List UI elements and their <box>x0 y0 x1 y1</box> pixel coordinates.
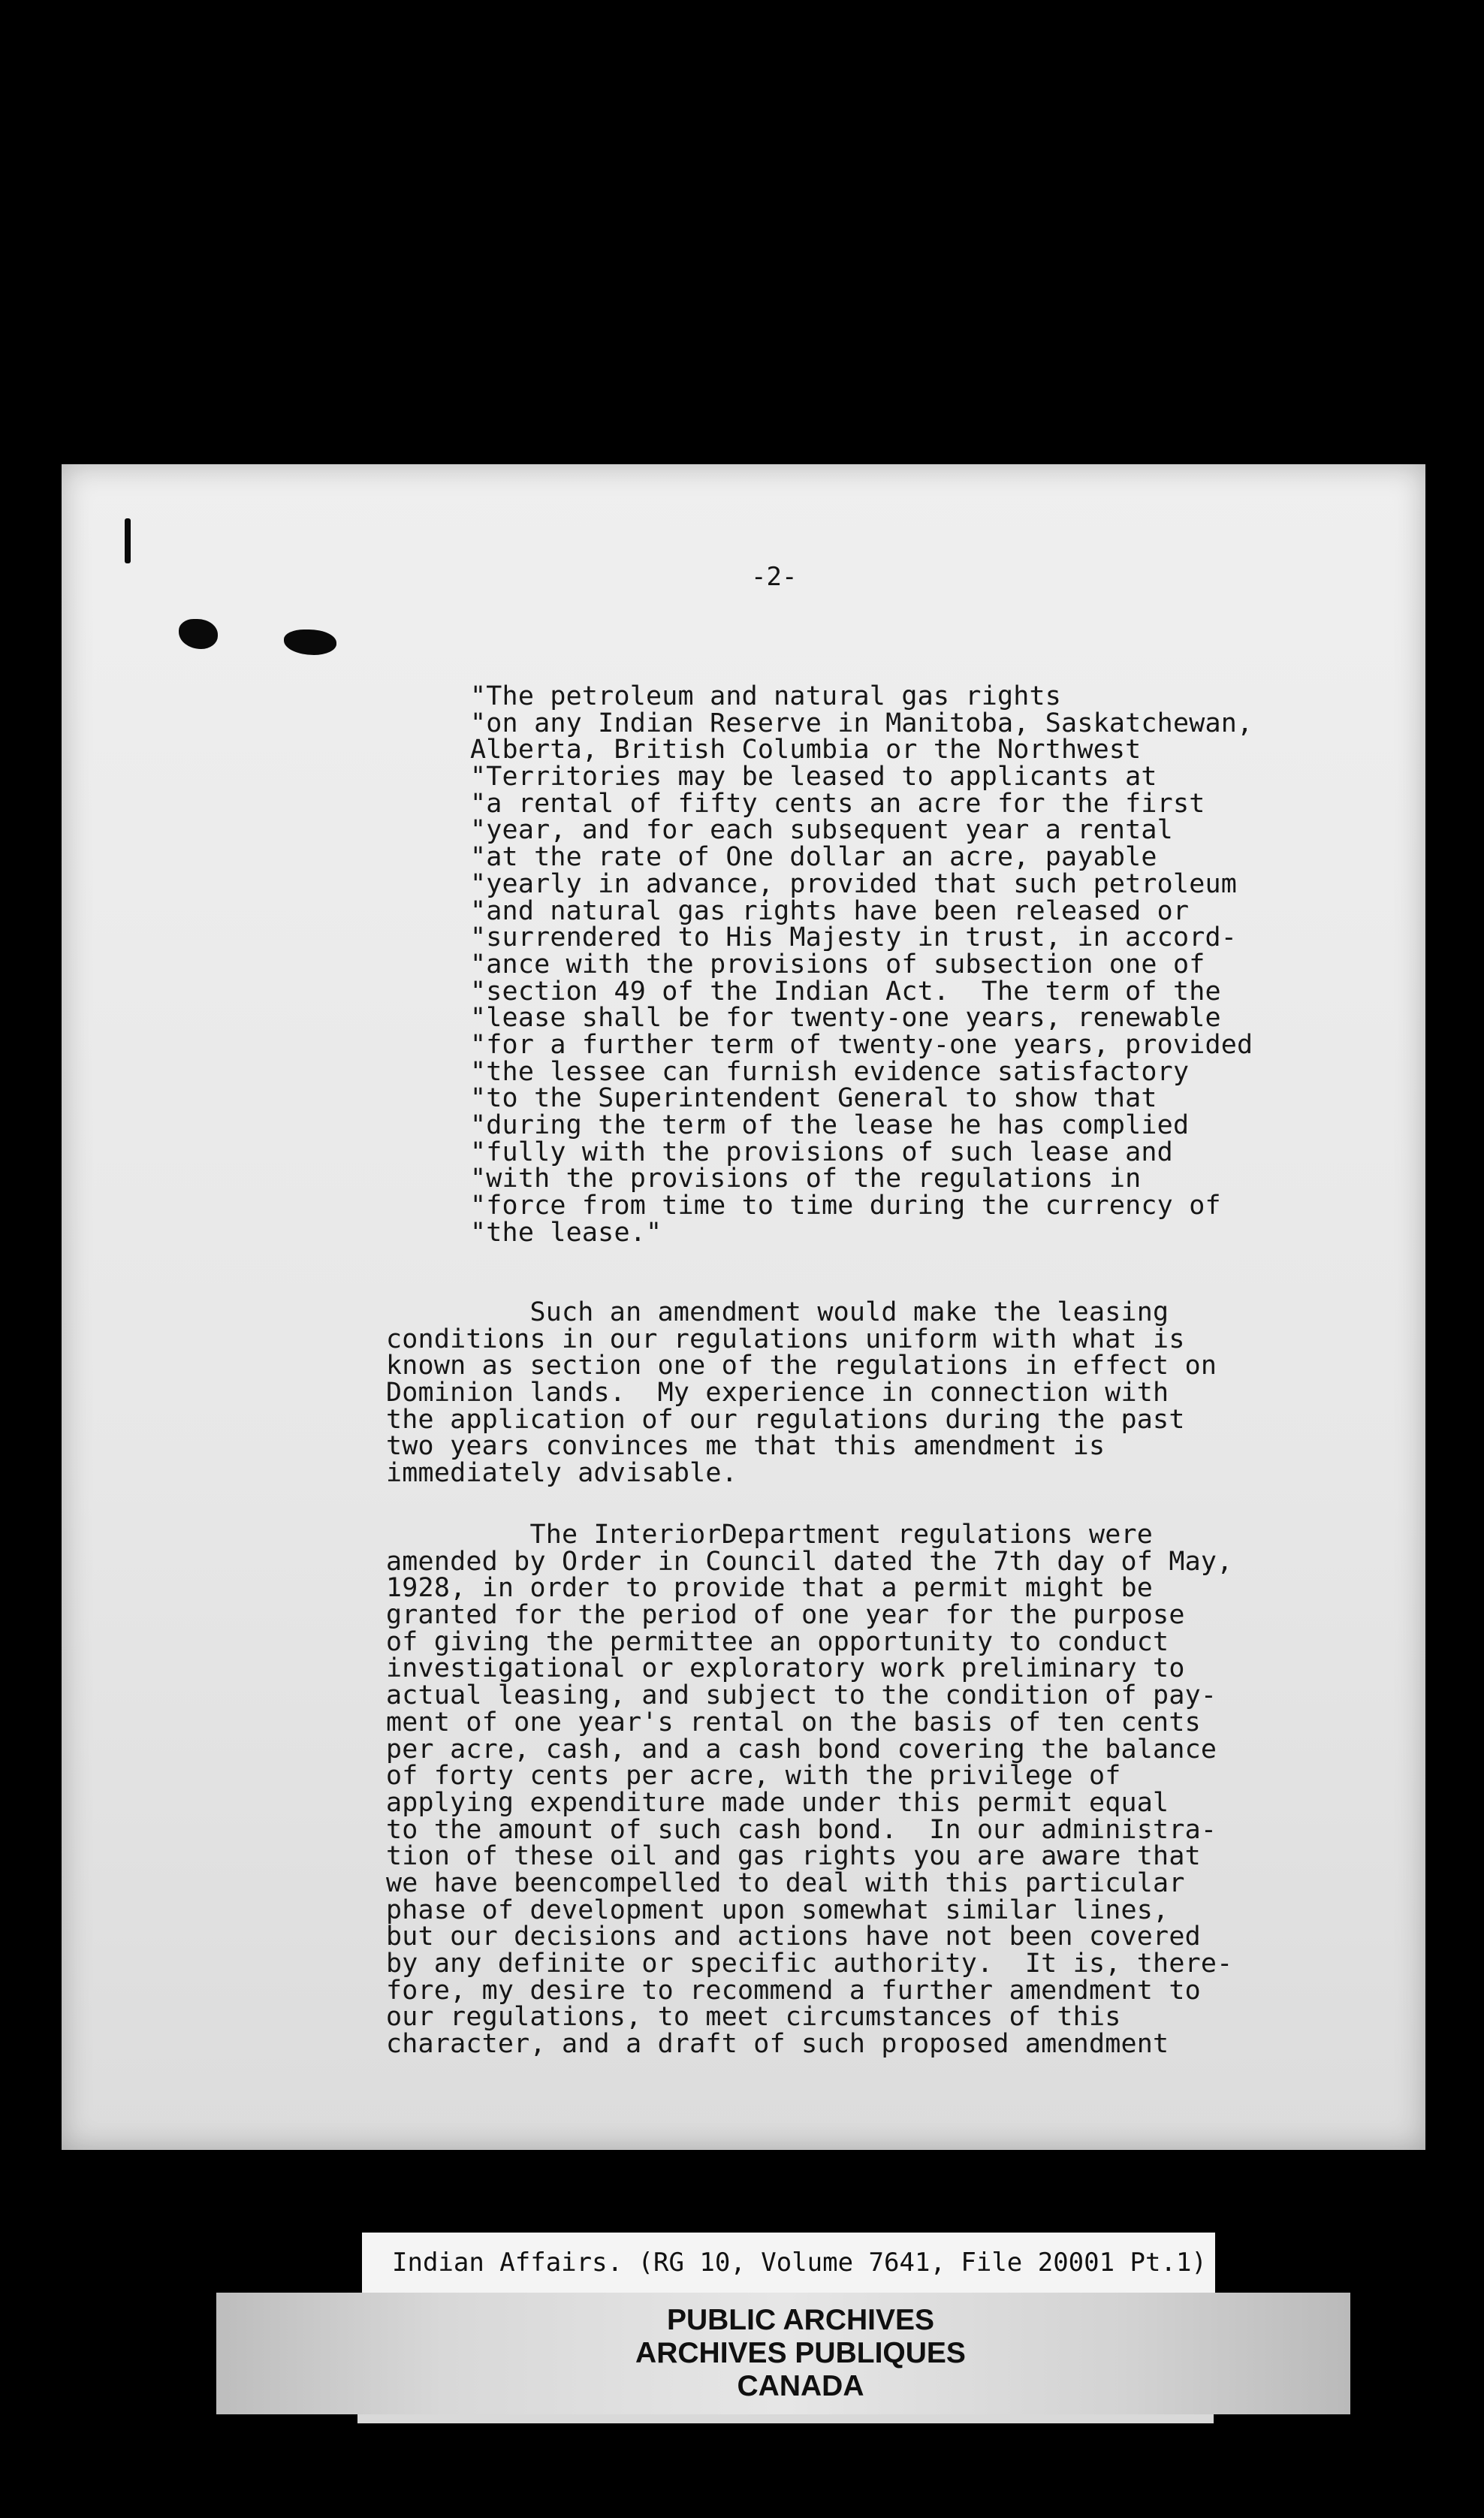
text-line: Alberta, British Columbia or the Northwest <box>470 735 1142 765</box>
archive-stamp-strip <box>216 2293 1350 2414</box>
stamp-line: ARCHIVES PUBLIQUES <box>635 2337 966 2369</box>
ink-mark <box>125 518 131 563</box>
text-line: phase of development upon somewhat similar lines, <box>386 1895 1169 1925</box>
text-line: "with the provisions of the regulations in <box>470 1164 1142 1194</box>
stamp-line: CANADA <box>737 2370 864 2402</box>
archive-stamp <box>560 2293 1041 2414</box>
text-line: character, and a draft of such proposed amendment <box>386 2029 1169 2060</box>
text-line: applying expenditure made under this permit equal <box>386 1787 1169 1818</box>
text-line: fore, my desire to recommend a further amendment to <box>386 1975 1201 2006</box>
text-line: "surrendered to His Majesty in trust, in accord- <box>470 922 1238 953</box>
text-line: "at the rate of One dollar an acre, payable <box>470 842 1157 873</box>
text-line: "Territories may be leased to applicants at <box>470 762 1157 793</box>
text-line: "and natural gas rights have been released or <box>470 895 1190 926</box>
text-line: "lease shall be for twenty-one years, renewable <box>470 1003 1221 1034</box>
paragraph-amendment <box>386 1297 1217 1489</box>
text-line: we have beencompelled to deal with this particular <box>386 1867 1185 1898</box>
text-line: by any definite or specific authority. It is, there- <box>386 1949 1233 1979</box>
text-line: two years convinces me that this amendment is <box>386 1431 1105 1462</box>
stamp-line: PUBLIC ARCHIVES <box>666 2304 935 2336</box>
text-line: Such an amendment would make the leasing <box>386 1297 1169 1327</box>
text-line: "for a further term of twenty-one years, provided <box>470 1029 1253 1060</box>
text-line: per acre, cash, and a cash bond covering the balance <box>386 1734 1217 1765</box>
text-line: "the lease." <box>470 1217 662 1248</box>
text-line: but our decisions and actions have not been covered <box>386 1922 1201 1952</box>
text-line: amended by Order in Council dated the 7th day of May, <box>386 1546 1233 1577</box>
page-number: -2- <box>751 562 798 592</box>
text-line: investigational or exploratory work preliminary to <box>386 1653 1185 1684</box>
text-line: "section 49 of the Indian Act. The term of the <box>470 976 1221 1007</box>
bottom-strip <box>357 2414 1214 2423</box>
text-line: "ance with the provisions of subsection one of <box>470 949 1205 980</box>
text-line: "a rental of fifty cents an acre for the first <box>470 788 1205 819</box>
text-line: known as section one of the regulations in effect on <box>386 1351 1217 1381</box>
text-line: "force from time to time during the currency of <box>470 1191 1221 1221</box>
text-line: to the amount of such cash bond. In our administra- <box>386 1814 1217 1845</box>
text-line: "The petroleum and natural gas rights <box>470 681 1062 711</box>
text-line: The InteriorDepartment regulations were <box>386 1520 1154 1550</box>
text-line: "yearly in advance, provided that such petroleum <box>470 868 1238 899</box>
text-line: our regulations, to meet circumstances of this <box>386 2002 1121 2033</box>
text-line: of forty cents per acre, with the privilege of <box>386 1761 1121 1792</box>
text-line: ment of one year's rental on the basis of ten cents <box>386 1707 1201 1738</box>
text-line: the application of our regulations during the past <box>386 1404 1185 1435</box>
paragraph-interior-department <box>386 1522 1232 2058</box>
text-line: "fully with the provisions of such lease and <box>470 1137 1173 1167</box>
text-line: granted for the period of one year for the purpose <box>386 1600 1185 1631</box>
text-line: "the lessee can furnish evidence satisfactory <box>470 1056 1190 1087</box>
text-line: Dominion lands. My experience in connection with <box>386 1378 1169 1408</box>
text-line: conditions in our regulations uniform with what is <box>386 1324 1185 1354</box>
text-line: "year, and for each subsequent year a rental <box>470 815 1173 846</box>
text-line: "on any Indian Reserve in Manitoba, Saskatchewan, <box>470 708 1253 738</box>
text-line: 1928, in order to provide that a permit might be <box>386 1573 1154 1604</box>
text-line: actual leasing, and subject to the condition of pay- <box>386 1680 1217 1711</box>
text-line: of giving the permittee an opportunity to conduct <box>386 1626 1169 1657</box>
archive-reference-label: Indian Affairs. (RG 10, Volume 7641, File 20001 Pt.1) <box>362 2233 1215 2293</box>
text-line: "during the term of the lease he has complied <box>470 1110 1190 1140</box>
text-line: tion of these oil and gas rights you are aware that <box>386 1841 1201 1872</box>
text-line: immediately advisable. <box>386 1458 737 1489</box>
quoted-regulation <box>470 681 1253 1248</box>
text-line: "to the Superintendent General to show that <box>470 1083 1157 1114</box>
